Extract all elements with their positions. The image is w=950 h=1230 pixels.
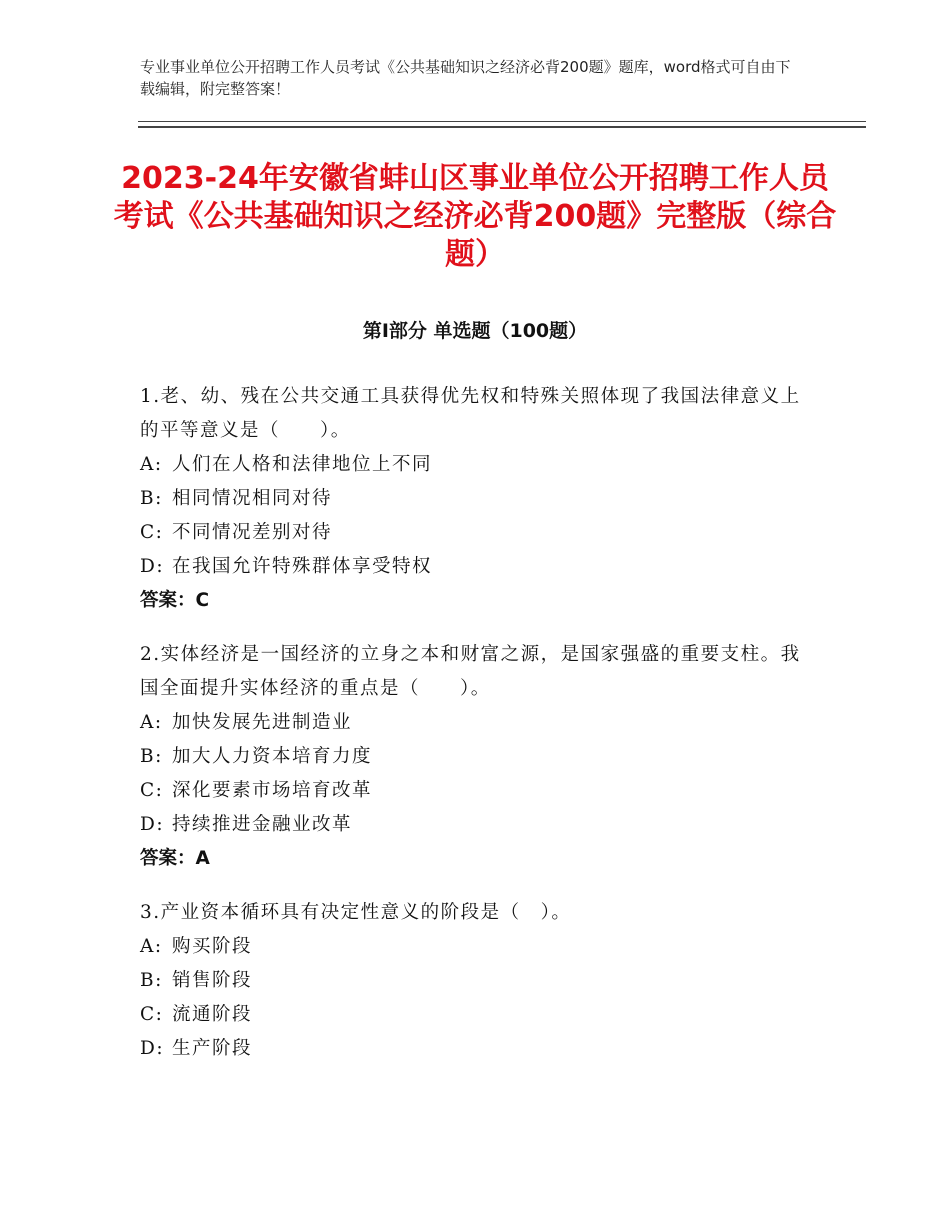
option-text: 持续推进金融业改革	[172, 814, 353, 835]
section-title: 第Ⅰ部分 单选题（100题）	[362, 320, 588, 342]
option-d	[140, 1032, 810, 1066]
option-d	[140, 808, 810, 842]
question-1	[140, 380, 810, 618]
question-stem: 3.产业资本循环具有决定性意义的阶段是（ ）。	[140, 902, 572, 923]
option-text: 加大人力资本培育力度	[172, 746, 373, 767]
option-c	[140, 998, 810, 1032]
option-text: 在我国允许特殊群体享受特权	[172, 556, 433, 577]
option-c	[140, 516, 810, 550]
header-rule-thin	[138, 121, 866, 122]
option-letter: A:	[140, 454, 163, 475]
option-b	[140, 964, 810, 998]
option-a	[140, 448, 810, 482]
option-a	[140, 706, 810, 740]
option-b	[140, 482, 810, 516]
option-text: 不同情况差别对待	[172, 522, 333, 543]
option-letter: B:	[140, 746, 163, 767]
question-3	[140, 896, 810, 1066]
option-letter: C:	[140, 780, 164, 801]
question-list	[140, 380, 810, 1086]
option-a	[140, 930, 810, 964]
header-rule-thick	[138, 126, 866, 128]
option-letter: A:	[140, 936, 163, 957]
question-2	[140, 638, 810, 876]
option-text: 深化要素市场培育改革	[172, 780, 373, 801]
option-c	[140, 774, 810, 808]
question-stem: 1.老、幼、残在公共交通工具获得优先权和特殊关照体现了我国法律意义上的平等意义是（ ）。	[140, 386, 801, 441]
option-letter: A:	[140, 712, 163, 733]
option-text: 相同情况相同对待	[172, 488, 333, 509]
option-b	[140, 740, 810, 774]
header-note: 专业事业单位公开招聘工作人员考试《公共基础知识之经济必背200题》题库，word格式可自由下载编辑，附完整答案！	[140, 58, 791, 98]
option-text: 销售阶段	[172, 970, 253, 991]
option-text: 加快发展先进制造业	[172, 712, 353, 733]
option-text: 人们在人格和法律地位上不同	[172, 454, 433, 475]
answer-label: 答案：C	[140, 590, 210, 611]
option-text: 流通阶段	[172, 1004, 253, 1025]
option-letter: D:	[140, 814, 165, 835]
document-title: 2023-24年安徽省蚌山区事业单位公开招聘工作人员考试《公共基础知识之经济必背200题》完整版（综合题）	[113, 161, 837, 272]
option-letter: D:	[140, 556, 165, 577]
answer-label: 答案：A	[140, 848, 210, 869]
option-letter: C:	[140, 1004, 164, 1025]
option-letter: B:	[140, 488, 163, 509]
option-text: 生产阶段	[172, 1038, 253, 1059]
option-letter: C:	[140, 522, 164, 543]
option-letter: D:	[140, 1038, 165, 1059]
option-d	[140, 550, 810, 584]
question-stem: 2.实体经济是一国经济的立身之本和财富之源，是国家强盛的重要支柱。我国全面提升实体经济的重点是（ ）。	[140, 644, 801, 699]
option-text: 购买阶段	[172, 936, 253, 957]
option-letter: B:	[140, 970, 163, 991]
